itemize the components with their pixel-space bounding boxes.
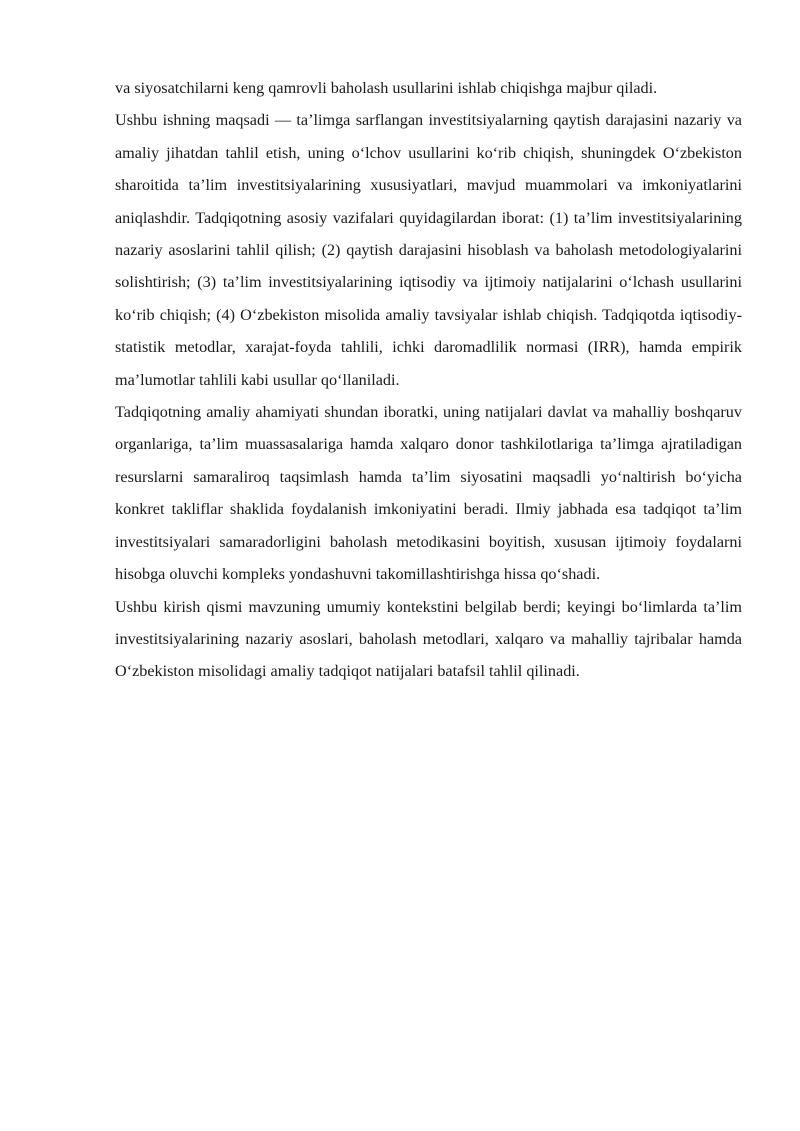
paragraph-significance: Tadqiqotning amaliy ahamiyati shundan iboratki, uning natijalari davlat va mahalliy boshqaruv organlariga, ta’lim muassasalariga hamda xalqaro donor tashkilotlariga ta’limga ajratiladigan resurslarni samaraliroq taqsimlash hamda ta’lim siyosatini maqsadli yo‘naltirish bo‘yicha konkret takliflar shaklida foydalanish imkoniyatini beradi. Ilmiy jabhada esa tadqiqot ta’lim investitsiyalari samaradorligini baholash metodikasini boyitish, xususan ijtimoiy foydalarni hisobga oluvchi kompleks yondashuvni takomillashtirishga hissa qo‘shadi. — [115, 403, 742, 584]
paragraph-purpose: Ushbu ishning maqsadi — ta’limga sarflangan investitsiyalarning qaytish darajasini nazariy va amaliy jihatdan tahlil etish, uning o‘lchov usullarini ko‘rib chiqish, shuningdek O‘zbekiston sharoitida ta’lim investitsiyalarining xususiyatlari, mavjud muammolari va imkoniyatlarini aniqlashdir. Tadqiqotning asosiy vazifalari quyidagilardan iborat: (1) ta’lim investitsiyalarining nazariy asoslarini tahlil qilish; (2) qaytish darajasini hisoblash va baholash metodologiyalarini solishtirish; (3) ta’lim investitsiyalarining iqtisodiy va ijtimoiy natijalarini o‘lchash usullarini ko‘rib chiqish; (4) O‘zbekiston misolida amaliy tavsiyalar ishlab chiqish. Tadqiqotda iqtisodiy-statistik metodlar, xarajat-foyda tahlili, ichki daromadlilik normasi (IRR), hamda empirik ma’lumotlar tahlili kabi usullar qo‘llaniladi. — [115, 111, 742, 389]
document-body — [115, 72, 742, 688]
paragraph-conclusion: Ushbu kirish qismi mavzuning umumiy kontekstini belgilab berdi; keyingi bo‘limlarda ta’lim investitsiyalarining nazariy asoslari, baholash metodlari, xalqaro va mahalliy tajribalar hamda O‘zbekiston misolidagi amaliy tadqiqot natijalari batafsil tahlil qilinadi. — [115, 597, 742, 681]
paragraph-continuation: va siyosatchilarni keng qamrovli baholash usullarini ishlab chiqishga majbur qiladi. — [115, 79, 658, 97]
